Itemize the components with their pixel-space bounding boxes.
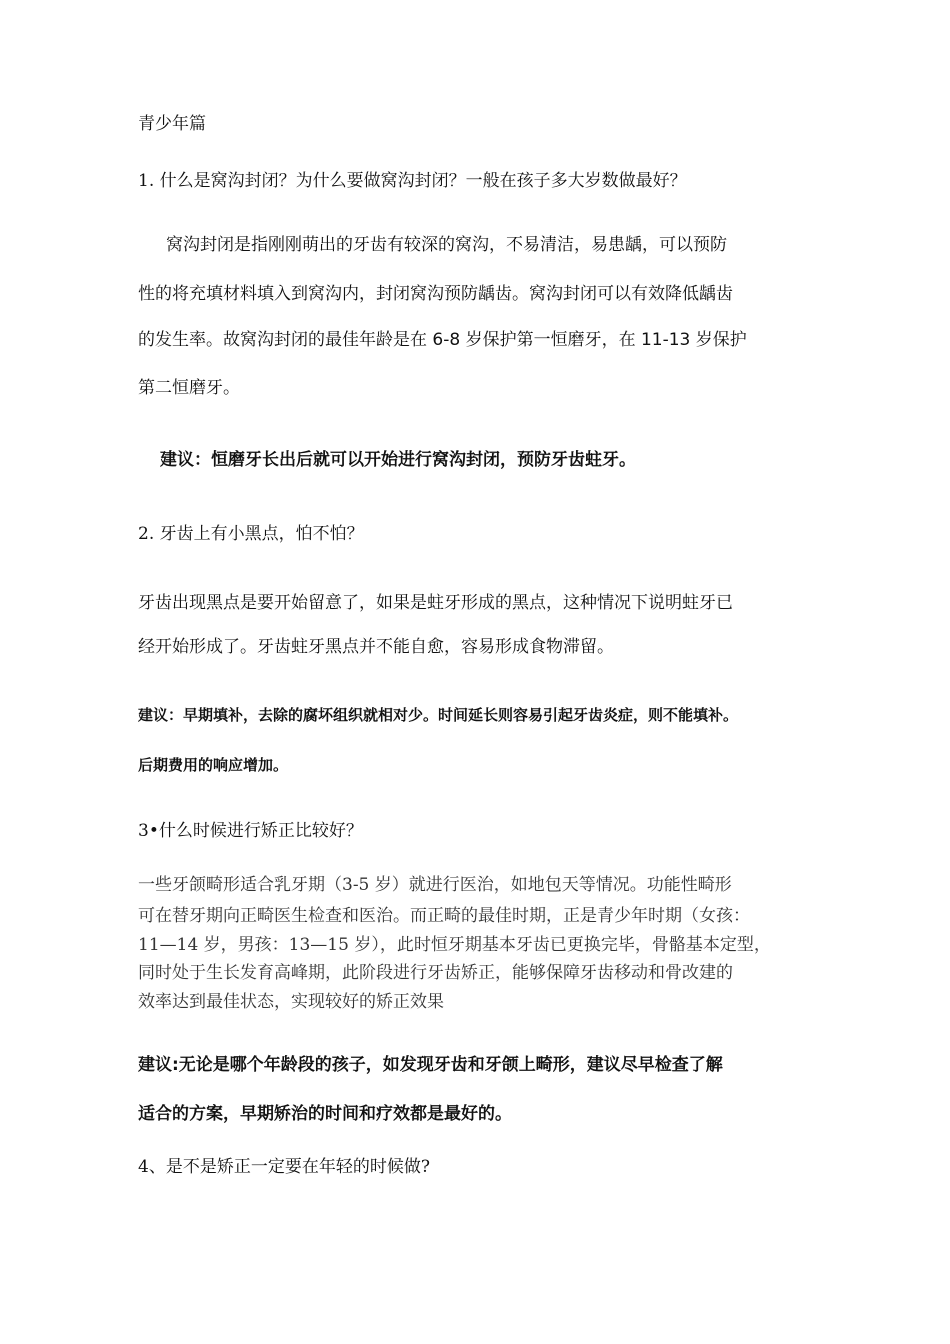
advice-2-line-1: 建议：早期填补，去除的腐坏组织就相对少。时间延长则容易引起牙齿炎症，则不能填补。 xyxy=(138,706,739,724)
answer-3-line-1: 一些牙颌畸形适合乳牙期（3-5 岁）就进行医治，如地包天等情况。功能性畸形 xyxy=(138,875,732,895)
answer-1-line-3: 的发生率。故窝沟封闭的最佳年龄是在 6-8 岁保护第一恒磨牙，在 11-13 岁保护 xyxy=(138,330,747,350)
question-1: 1. 什么是窝沟封闭？为什么要做窝沟封闭？一般在孩子多大岁数做最好？ xyxy=(138,171,687,191)
answer-1-line-1: 窝沟封闭是指刚刚萌出的牙齿有较深的窝沟，不易清洁，易患龋，可以预防 xyxy=(166,235,727,255)
answer-2-line-2: 经开始形成了。牙齿蛀牙黑点并不能自愈，容易形成食物滞留。 xyxy=(138,637,614,657)
question-2: 2. 牙齿上有小黑点，怕不怕？ xyxy=(138,524,364,544)
answer-3-line-4: 同时处于生长发育高峰期，此阶段进行牙齿矫正，能够保障牙齿移动和骨改建的 xyxy=(138,963,733,983)
advice-1: 建议：恒磨牙长出后就可以开始进行窝沟封闭，预防牙齿蛀牙。 xyxy=(160,450,636,470)
answer-1-line-2: 性的将充填材料填入到窝沟内，封闭窝沟预防龋齿。窝沟封闭可以有效降低龋齿 xyxy=(138,284,733,304)
advice-3-line-1: 建议:无论是哪个年龄段的孩子，如发现牙齿和牙颌上畸形，建议尽早检查了解 xyxy=(138,1055,723,1075)
answer-3-line-5: 效率达到最佳状态，实现较好的矫正效果 xyxy=(138,992,444,1012)
answer-1-line-4: 第二恒磨牙。 xyxy=(138,378,240,398)
answer-3-line-3: 11—14 岁，男孩：13—15 岁），此时恒牙期基本牙齿已更换完毕，骨骼基本定型， xyxy=(138,935,771,955)
advice-3-line-2: 适合的方案，早期矫治的时间和疗效都是最好的。 xyxy=(138,1104,512,1124)
answer-2-line-1: 牙齿出现黑点是要开始留意了，如果是蛀牙形成的黑点，这种情况下说明蛀牙已 xyxy=(138,593,733,613)
section-title: 青少年篇 xyxy=(138,114,206,134)
advice-2-line-2: 后期费用的响应增加。 xyxy=(138,756,289,774)
answer-3-line-2: 可在替牙期向正畸医生检查和医治。而正畸的最佳时期，正是青少年时期（女孩： xyxy=(138,906,750,926)
question-4: 4、是不是矫正一定要在年轻的时候做? xyxy=(138,1157,430,1177)
question-3: 3•什么时候进行矫正比较好？ xyxy=(138,821,363,841)
